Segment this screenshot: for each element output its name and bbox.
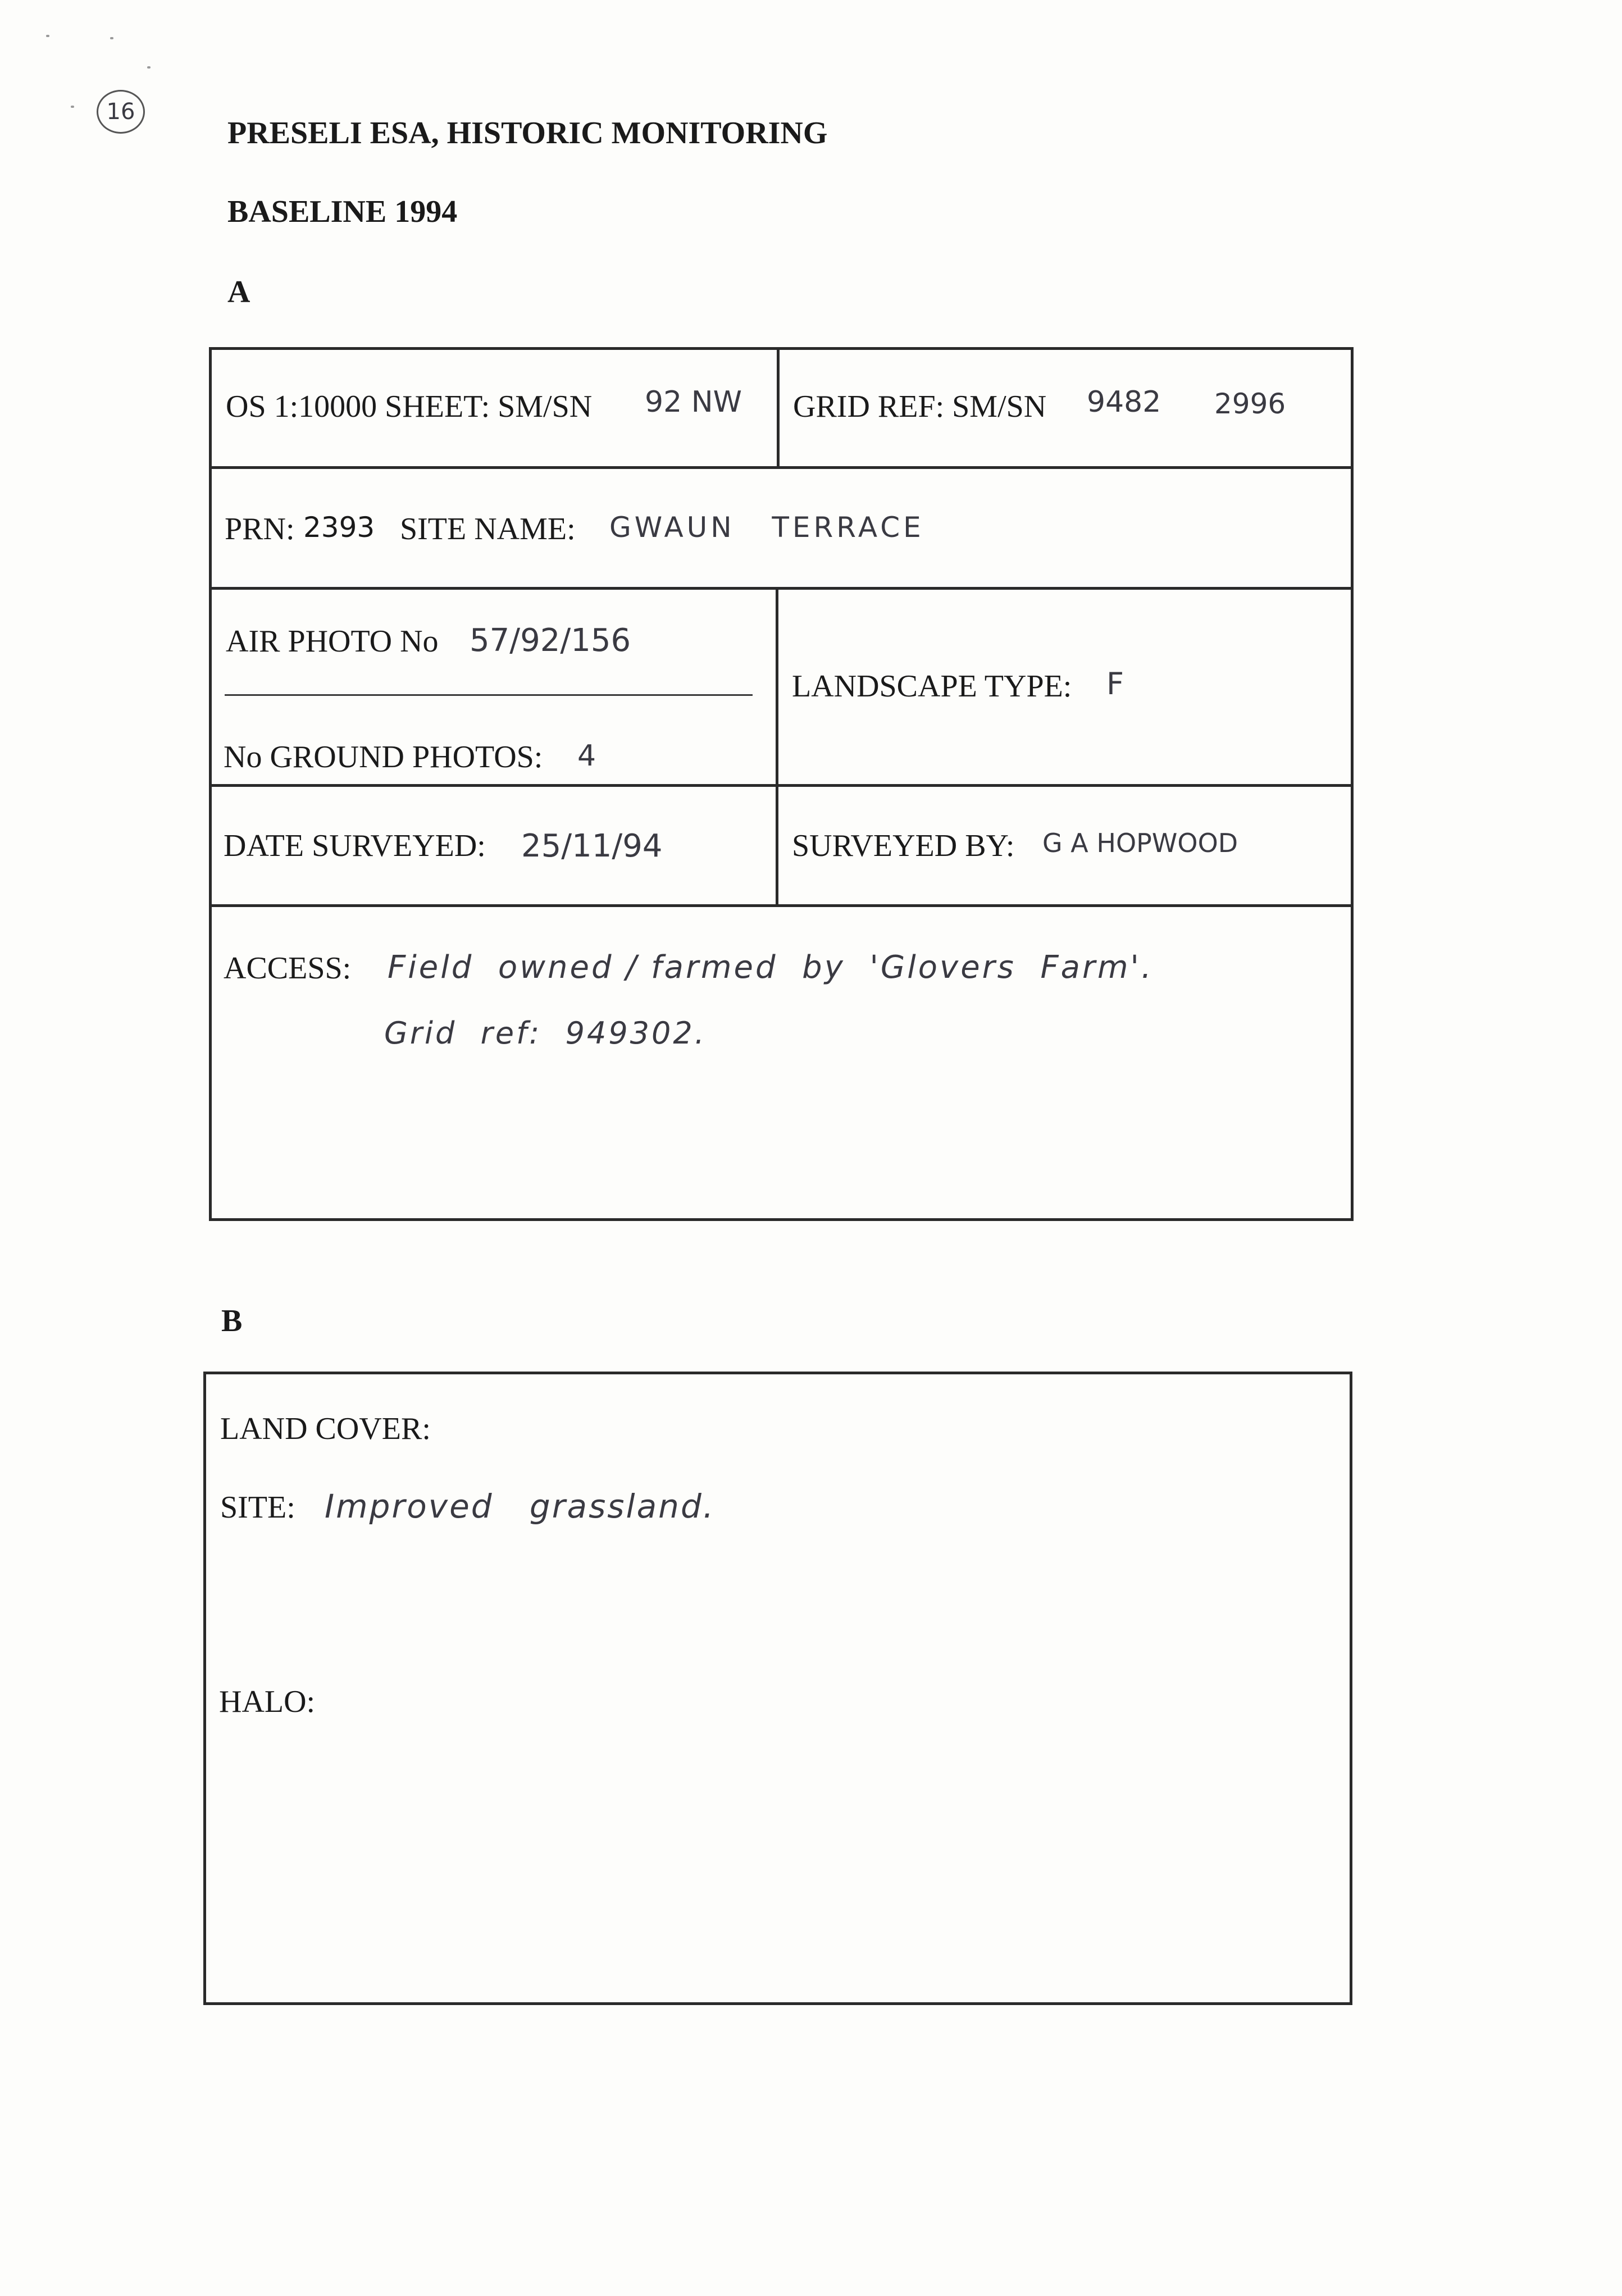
scan-speck [71,106,74,108]
section-a-label: A [227,275,250,309]
page-number-circle [97,90,145,134]
scan-speck [110,37,113,39]
site-name-label: SITE NAME: [400,512,576,546]
scan-speck [46,35,49,37]
landscape-type-label: LANDSCAPE TYPE: [792,669,1072,704]
surveyed-by-label: SURVEYED BY: [792,828,1015,863]
section-b-form [203,1372,1352,2005]
row-divider [209,466,1354,469]
os-sheet-label: OS 1:10000 SHEET: SM/SN [226,389,593,424]
prn-value: 2393 [303,511,375,544]
surveyed-by-value: G A HOPWOOD [1042,828,1238,858]
row-divider [209,587,1354,590]
row-divider [209,784,1354,787]
section-b-label: B [221,1304,243,1338]
document-title: PRESELI ESA, HISTORIC MONITORING [227,116,828,151]
landscape-type-value: F [1106,666,1124,701]
access-line-1: Field owned / farmed by 'Glovers Farm'. [388,949,1154,986]
site-name-value: GWAUN TERRACE [609,511,924,544]
grid-ref-label: GRID REF: SM/SN [793,389,1047,424]
air-photo-rule [225,694,753,696]
prn-label: PRN: [225,512,295,546]
column-divider [776,587,778,905]
site-value: Improved grassland. [325,1487,716,1525]
document-subtitle: BASELINE 1994 [227,194,458,229]
scan-speck [147,66,151,69]
access-line-2: Grid ref: 949302. [384,1015,707,1051]
ground-photos-value: 4 [577,739,596,773]
air-photo-label: AIR PHOTO No [226,624,439,659]
date-surveyed-value: 25/11/94 [521,828,663,864]
grid-ref-northing: 2996 [1214,388,1286,420]
air-photo-value: 57/92/156 [470,622,631,659]
ground-photos-label: No GROUND PHOTOS: [224,740,543,775]
row-divider [209,904,1354,907]
land-cover-label: LAND COVER: [220,1411,431,1446]
page-number: 16 [106,99,135,125]
grid-ref-easting: 9482 [1087,385,1161,419]
access-label: ACCESS: [224,951,352,986]
halo-label: HALO: [219,1684,316,1719]
site-label: SITE: [220,1490,295,1525]
column-divider [777,347,780,467]
os-sheet-value: 92 NW [645,385,742,419]
date-surveyed-label: DATE SURVEYED: [224,828,486,863]
